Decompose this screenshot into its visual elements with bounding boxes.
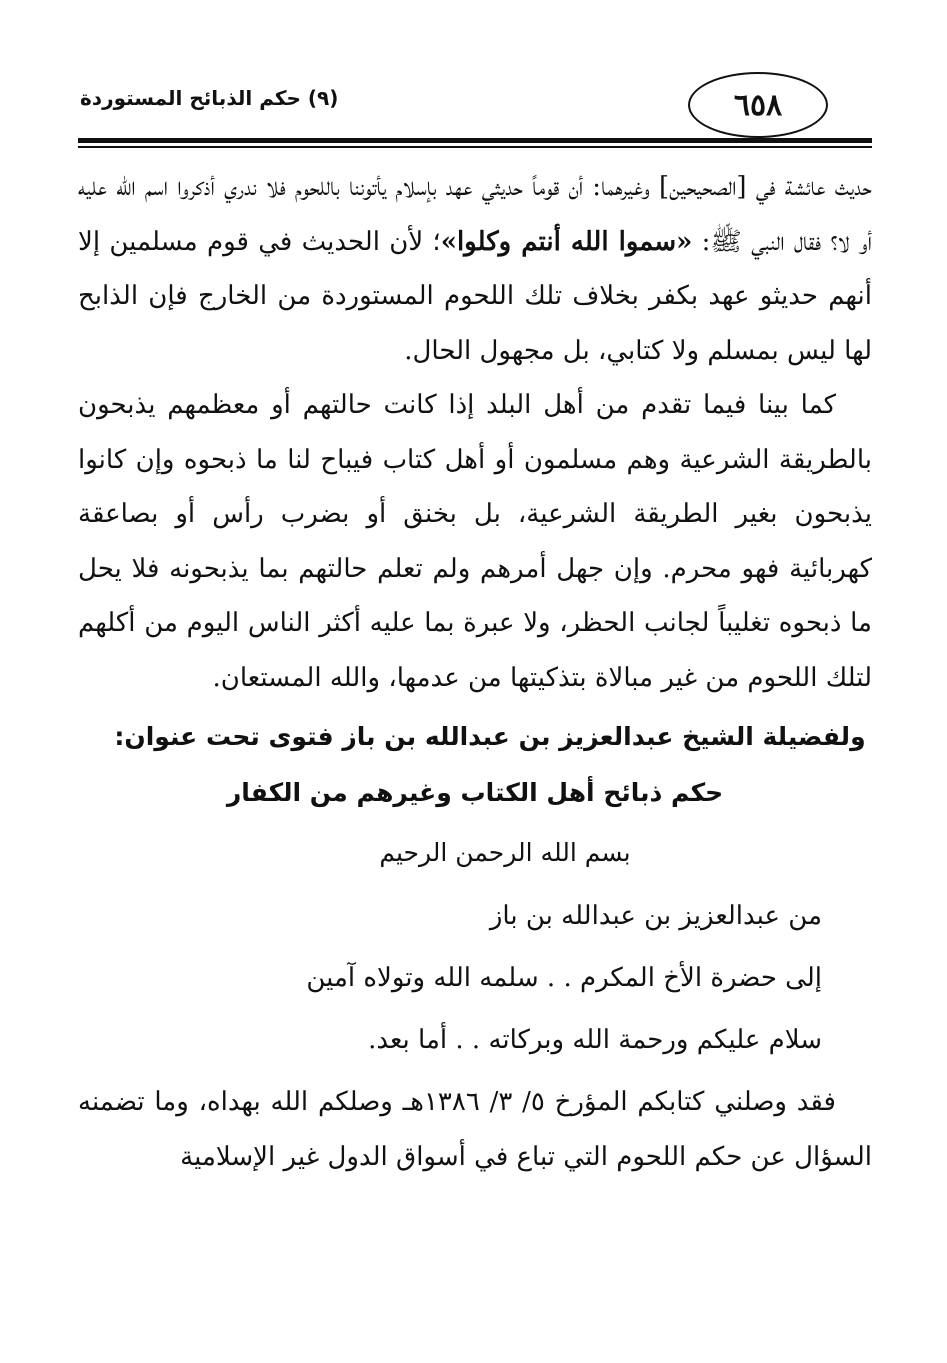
letter-from: من عبدالعزيز بن عبدالله بن باز bbox=[489, 901, 822, 931]
text-run: ؛ لأن الحديث في قوم مسلمين إلا أنهم حديثو عهد بكفر بخلاف تلك اللحوم المستوردة من الخارج فإن الذابح لها ليس بمسلم ولا كتابي، بل مجهول الحال. bbox=[78, 226, 872, 366]
hadith-quote: «سموا الله أنتم وكلوا» bbox=[440, 226, 693, 257]
page-number: ٦٥٨ bbox=[688, 72, 828, 138]
paragraph-hadith bbox=[78, 160, 872, 378]
header-rule-thick bbox=[78, 138, 872, 143]
fatwa-title-heading: حكم ذبائح أهل الكتاب وغيرهم من الكفار bbox=[226, 778, 724, 807]
letter-greeting: سلام عليكم ورحمة الله وبركاته . . أما بعد. bbox=[368, 1025, 822, 1055]
paragraph-letter-body: فقد وصلني كتابكم المؤرخ ٥/ ٣/ ١٣٨٦هـ وصلكم الله بهداه، وما تضمنه السؤال عن حكم اللحوم التي تباع في أسواق الدول غير الإسلامية bbox=[78, 1087, 872, 1172]
letter-to: إلى حضرة الأخ المكرم . . سلمه الله وتولاه آمين bbox=[306, 963, 822, 993]
text-run: كما بينا فيما تقدم من أهل البلد إذا كانت حالتهم أو معظمهم يذبحون بالطريقة الشرعية وهم مسلمون أو أهل كتاب فيباح لنا ما ذبحوه وإن كانوا يذبحون بغير الطريقة الشرعية، بل بخنق أو بضرب رأس أو بصاعقة كهربائية فهو محرم. وإن جهل أمرهم ولم تعلم حالتهم بما يذبحونه فلا يحل ما ذبحوه تغليباً لجانب الحظر، ولا عبرة بما عليه أكثر الناس اليوم من أكلهم لتلك اللحوم من غير مبالاة بتذكيتها من عدمها، والله المستعان. bbox=[78, 390, 872, 693]
text-run: حديث عائشة في [الصحيحين] وغيرهما: أن قوماً حديثي عهد بإسلام يأتوننا باللحوم فلا ندري أذكروا اسم الله عليه أو لا؟ فقال النبي ﷺ: bbox=[78, 172, 873, 257]
page-header bbox=[0, 0, 947, 160]
basmala: بسم الله الرحمن الرحيم bbox=[379, 838, 631, 867]
header-rule-thin bbox=[78, 146, 872, 148]
running-title: (٩) حكم الذبائح المستوردة bbox=[80, 86, 339, 110]
fatwa-intro-heading: ولفضيلة الشيخ عبدالعزيز بن عبدالله بن باز فتوى تحت عنوان: bbox=[114, 722, 866, 751]
paragraph-ruling bbox=[78, 378, 872, 705]
page-body bbox=[78, 160, 872, 1184]
